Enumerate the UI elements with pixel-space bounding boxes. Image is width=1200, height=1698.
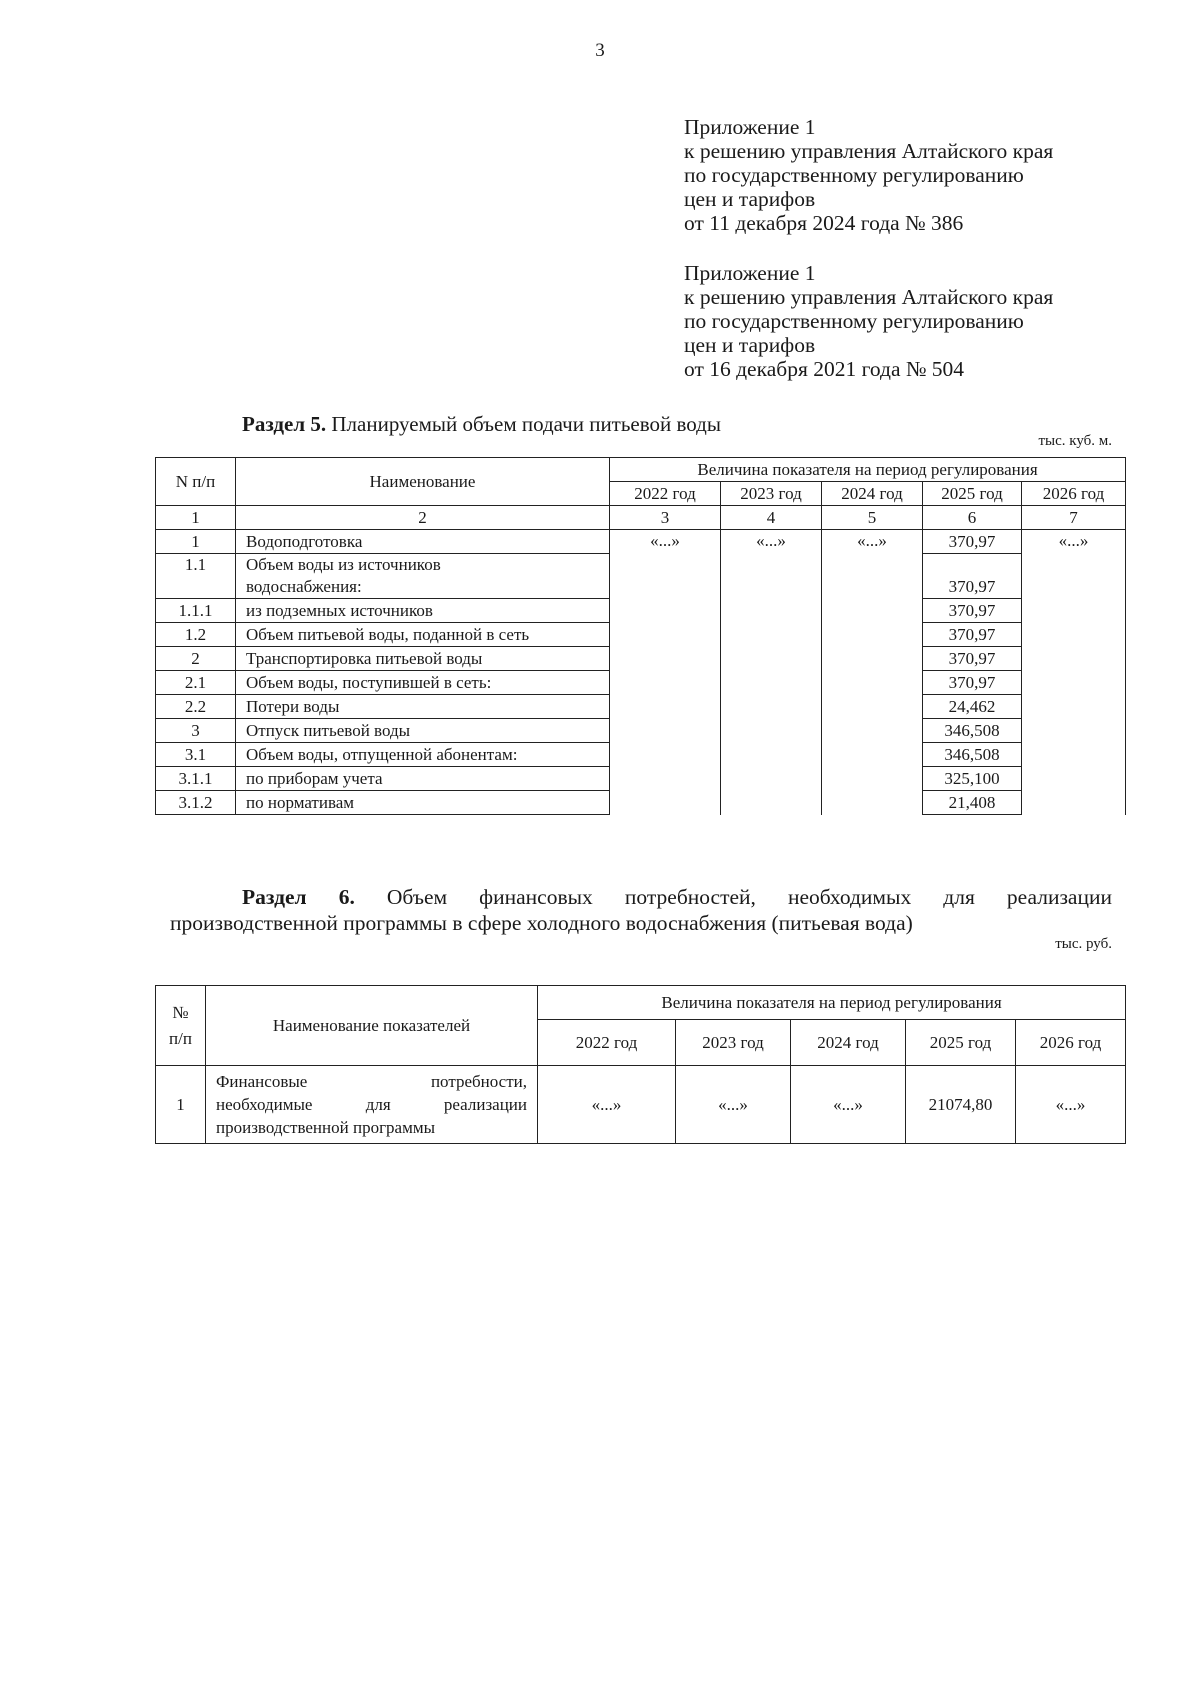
header-year: 2022 год bbox=[610, 482, 721, 506]
value-2026: «...» bbox=[1022, 530, 1126, 815]
table-row bbox=[156, 530, 1126, 554]
section5-unit: тыс. куб. м. bbox=[1038, 433, 1112, 449]
header-num-text: № п/п bbox=[169, 1002, 192, 1048]
value-2025: 370,97 bbox=[923, 671, 1022, 695]
header-num: N п/п bbox=[156, 458, 236, 506]
appendix-line: от 11 декабря 2024 года № 386 bbox=[684, 211, 964, 235]
appendix-line: по государственному регулированию bbox=[684, 163, 1024, 187]
value-2026: «...» bbox=[1016, 1066, 1126, 1144]
row-name bbox=[206, 1066, 538, 1144]
header-name: Наименование bbox=[236, 458, 610, 506]
header-year: 2026 год bbox=[1016, 1020, 1126, 1066]
col-number: 5 bbox=[822, 506, 923, 530]
value-2023: «...» bbox=[721, 530, 822, 815]
row-num: 3.1.1 bbox=[156, 767, 236, 791]
row-name: по приборам учета bbox=[236, 767, 610, 791]
value-2025: 24,462 bbox=[923, 695, 1022, 719]
section6-title-line1 bbox=[170, 884, 1112, 910]
appendix-block-old bbox=[684, 261, 1053, 381]
appendix-line: к решению управления Алтайского края bbox=[684, 139, 1054, 163]
value-2025: 21074,80 bbox=[906, 1066, 1016, 1144]
section6-table bbox=[155, 985, 1126, 1144]
section6-unit: тыс. руб. bbox=[1055, 936, 1112, 952]
header-year: 2024 год bbox=[822, 482, 923, 506]
row-name: Объем воды, отпущенной абонентам: bbox=[236, 743, 610, 767]
row-name: Потери воды bbox=[236, 695, 610, 719]
row-name-line: Финансовые потребности, bbox=[216, 1072, 527, 1091]
col-number: 4 bbox=[721, 506, 822, 530]
row-name: Объем воды, поступившей в сеть: bbox=[236, 671, 610, 695]
row-name: Транспортировка питьевой воды bbox=[236, 647, 610, 671]
header-num bbox=[156, 986, 206, 1066]
header-period: Величина показателя на период регулирования bbox=[538, 986, 1126, 1020]
row-name-line: водоснабжения: bbox=[246, 577, 362, 596]
value-2025: 370,97 bbox=[923, 554, 1022, 599]
col-number: 7 bbox=[1022, 506, 1126, 530]
appendix-line: по государственному регулированию bbox=[684, 309, 1024, 333]
col-number: 2 bbox=[236, 506, 610, 530]
appendix-block-new bbox=[684, 115, 1053, 235]
section6-title bbox=[170, 884, 1112, 936]
value-2025: 346,508 bbox=[923, 743, 1022, 767]
row-num: 3.1 bbox=[156, 743, 236, 767]
appendix-line: Приложение 1 bbox=[684, 261, 816, 285]
table-row bbox=[156, 1066, 1126, 1144]
section6-title-line2: производственной программы в сфере холодного водоснабжения (питьевая вода) bbox=[170, 911, 913, 935]
col-number: 3 bbox=[610, 506, 721, 530]
value-2025: 370,97 bbox=[923, 599, 1022, 623]
row-name: из подземных источников bbox=[236, 599, 610, 623]
value-2025: 21,408 bbox=[923, 791, 1022, 815]
header-year: 2023 год bbox=[676, 1020, 791, 1066]
value-2025: 370,97 bbox=[923, 623, 1022, 647]
header-year: 2024 год bbox=[791, 1020, 906, 1066]
appendix-line: от 16 декабря 2021 года № 504 bbox=[684, 357, 964, 381]
appendix-line: к решению управления Алтайского края bbox=[684, 285, 1054, 309]
row-num: 2.2 bbox=[156, 695, 236, 719]
col-number: 1 bbox=[156, 506, 236, 530]
row-num: 3 bbox=[156, 719, 236, 743]
row-name-line: Объем воды из источников bbox=[246, 555, 441, 574]
header-period: Величина показателя на период регулирования bbox=[610, 458, 1126, 482]
section5-title-rest: Планируемый объем подачи питьевой воды bbox=[326, 412, 721, 436]
row-name-line: производственной программы bbox=[216, 1118, 436, 1137]
row-name bbox=[236, 554, 610, 599]
section5-table bbox=[155, 457, 1126, 815]
header-year: 2022 год bbox=[538, 1020, 676, 1066]
section6-title-bold: Раздел 6. bbox=[242, 885, 355, 909]
row-name: Объем питьевой воды, поданной в сеть bbox=[236, 623, 610, 647]
value-2025: 325,100 bbox=[923, 767, 1022, 791]
value-2025: 370,97 bbox=[923, 530, 1022, 554]
header-year: 2025 год bbox=[906, 1020, 1016, 1066]
row-num: 1.1.1 bbox=[156, 599, 236, 623]
row-num: 1 bbox=[156, 530, 236, 554]
header-year: 2025 год bbox=[923, 482, 1022, 506]
appendix-line: Приложение 1 bbox=[684, 115, 816, 139]
col-number: 6 bbox=[923, 506, 1022, 530]
appendix-line: цен и тарифов bbox=[684, 187, 816, 211]
header-year: 2023 год bbox=[721, 482, 822, 506]
row-num: 1.1 bbox=[156, 554, 236, 599]
section5-title bbox=[242, 412, 721, 437]
value-2024: «...» bbox=[822, 530, 923, 815]
row-num: 1 bbox=[156, 1066, 206, 1144]
row-num: 2 bbox=[156, 647, 236, 671]
row-name: Водоподготовка bbox=[236, 530, 610, 554]
appendix-line: цен и тарифов bbox=[684, 333, 816, 357]
row-name-line: необходимые для реализации bbox=[216, 1095, 527, 1114]
row-name: Отпуск питьевой воды bbox=[236, 719, 610, 743]
row-num: 1.2 bbox=[156, 623, 236, 647]
row-num: 3.1.2 bbox=[156, 791, 236, 815]
header-year: 2026 год bbox=[1022, 482, 1126, 506]
row-num: 2.1 bbox=[156, 671, 236, 695]
page-number: 3 bbox=[595, 40, 605, 61]
value-2025: 370,97 bbox=[923, 647, 1022, 671]
value-2022: «...» bbox=[610, 530, 721, 815]
section6-title-rest: Объем финансовых потребностей, необходимых для реализации bbox=[354, 885, 1112, 909]
value-2024: «...» bbox=[791, 1066, 906, 1144]
section5-title-bold: Раздел 5. bbox=[242, 412, 327, 436]
header-name: Наименование показателей bbox=[206, 986, 538, 1066]
row-name: по нормативам bbox=[236, 791, 610, 815]
value-2025: 346,508 bbox=[923, 719, 1022, 743]
value-2023: «...» bbox=[676, 1066, 791, 1144]
value-2022: «...» bbox=[538, 1066, 676, 1144]
